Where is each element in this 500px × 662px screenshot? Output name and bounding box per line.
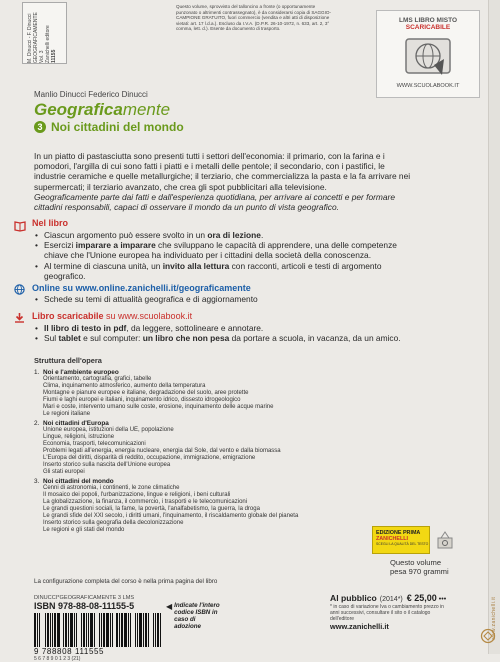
publisher-url[interactable]: www.zanichelli.it	[330, 622, 389, 631]
spine-line: GEOGRAFICAMENTE	[33, 12, 39, 63]
barcode-bar	[50, 613, 51, 647]
barcode-bar	[137, 613, 138, 647]
barcode-bar	[41, 613, 44, 647]
toc-line: Le regioni e gli stati del mondo	[43, 527, 125, 533]
tablet-globe-icon	[400, 35, 456, 81]
volume-subtitle	[34, 120, 184, 134]
toc-section	[34, 420, 434, 476]
authors: Manlio Dinucci Federico Dinucci	[34, 90, 148, 99]
spine-line: 11155	[51, 49, 57, 63]
barcode-bar	[130, 613, 131, 647]
arrow-note-text: Indicate l'intero codice ISBN in caso di adozione	[174, 602, 220, 630]
barcode-bar	[37, 613, 38, 647]
item-text: Ciascun argomento può essere svolto in un	[44, 230, 206, 240]
barcode-bar	[155, 613, 156, 647]
barcode-bar	[132, 613, 134, 647]
arrow-note	[166, 602, 220, 630]
barcode-bar	[153, 613, 154, 647]
toc-line: L'Europa del diritti, disparità di reddito, occupazione, immigrazione, emigrazione	[43, 455, 256, 461]
barcode-bar	[143, 613, 144, 647]
edizione-prima-badge	[372, 526, 430, 554]
barcode-bar	[65, 613, 67, 647]
barcode-sub: 5 6 7 8 9 0 1 2 3 (21)	[34, 656, 81, 662]
barcode-bar	[78, 613, 80, 647]
globe-icon	[14, 282, 25, 293]
toc-line: Clima, inquinamento atmosferico, aumento della temperatura	[43, 383, 206, 389]
item-bold: un libro che non pesa	[142, 333, 230, 344]
toc-line: Inserto storico sulla geografia della decolonizzazione	[43, 520, 184, 526]
item-bold: tablet	[58, 333, 81, 344]
list-item	[34, 323, 424, 333]
online-heading	[32, 283, 251, 293]
barcode-bar	[160, 613, 161, 647]
spine-line: Vol. 3	[39, 50, 45, 63]
toc-line: Problemi legati all'energia, energia nucleare, energia dal Sole, dal vento e dalla biomassa	[43, 448, 281, 454]
price-amount: € 25,00	[406, 593, 437, 603]
toc-line: Le grandi sfide del XXI secolo, i diritti umani, l'inquinamento, il riscaldamento globale del pianeta	[43, 513, 299, 519]
item-text: che sviluppano le capacità di apprendere, una delle competenze chiave che l'Unione europea ha individuato per i cittadini della società della conoscenza.	[44, 240, 397, 261]
isbn-title: DINUCCI*GEOGRAFICAMENTE 3 LMS	[34, 595, 135, 601]
toc-line: Il mosaico dei popoli, l'urbanizzazione, lingue e religioni, i beni culturali	[43, 492, 231, 498]
barcode-bar	[86, 613, 87, 647]
toc-section-number: 3.	[34, 478, 40, 485]
barcode-bar	[116, 613, 118, 647]
scaricabile-section	[14, 310, 424, 343]
barcode-bar	[74, 613, 75, 647]
barcode-bar	[99, 613, 100, 647]
barcode-bar	[88, 613, 89, 647]
online-section	[14, 282, 414, 304]
isbn-block	[34, 595, 254, 662]
barcode-bar	[145, 613, 147, 647]
barcode-bar	[76, 613, 77, 647]
struttura-heading: Struttura dell'opera	[34, 356, 102, 365]
toc-section-title	[34, 369, 434, 376]
barcode-bar	[124, 613, 127, 647]
weight-line-2: pesa 970 grammi	[390, 567, 449, 576]
config-note: La configurazione completa del corso è nella prima pagina del libro	[34, 578, 218, 585]
item-text: .	[260, 230, 264, 240]
volume-number-badge: 3	[34, 121, 46, 133]
item-text: da portare a scuola, in vacanza, da un amico.	[229, 333, 401, 344]
toc-section-number: 2.	[34, 420, 40, 427]
corner-icon	[480, 628, 496, 644]
toc-section-label: Noi cittadini d'Europa	[43, 420, 109, 427]
online-url[interactable]: su www.online.zanichelli.it/geograficamente	[60, 282, 251, 293]
barcode-bar	[83, 613, 85, 647]
barcode-bar	[110, 613, 111, 647]
toc-line: Le regioni italiane	[43, 411, 91, 417]
spine-line: Zanichelli editore	[45, 25, 51, 63]
nel-libro-section	[14, 218, 414, 281]
barcode-bar	[139, 613, 142, 647]
barcode-bar	[45, 613, 46, 647]
item-text: Esercizi	[44, 240, 76, 251]
barcode-digits: 9 788808 111555	[34, 647, 105, 656]
item-bold: ora di lezione	[207, 230, 261, 240]
item-text: Al termine di ciascuna unità, un	[44, 260, 163, 271]
scale-icon	[436, 528, 454, 550]
item-text: , da leggere, sottolineare e annotare.	[126, 323, 264, 333]
toc-list	[34, 369, 434, 534]
toc-line: Lingue, religioni, istruzione	[43, 434, 115, 440]
side-strip	[488, 0, 500, 654]
title-part-a: Geografica	[34, 100, 123, 119]
barcode-bar	[90, 613, 93, 647]
scaricabile-url[interactable]: su www.scuolabook.it	[103, 310, 193, 321]
toc-line: Cenni di astronomia, i continenti, le zone climatiche	[43, 485, 180, 491]
lms-title-1: LMS LIBRO MISTO	[398, 17, 458, 24]
lms-title-2: SCARICABILE	[405, 24, 451, 31]
barcode-bar	[103, 613, 105, 647]
toc-line: Gli stati europei	[43, 469, 85, 475]
toc-section-label: Noi e l'ambiente europeo	[43, 369, 119, 376]
list-item	[34, 261, 414, 281]
barcode-bar	[34, 613, 36, 647]
lms-url: WWW.SCUOLABOOK.IT	[396, 83, 460, 89]
scaricabile-heading	[32, 311, 192, 321]
title-part-b: mente	[122, 100, 171, 119]
barcode-bar	[47, 613, 49, 647]
book-title	[34, 100, 170, 120]
item-bold: imparare a imparare	[75, 240, 156, 251]
badge-small: SCEGLI LA QUALITÀ DEL TESTO	[376, 542, 429, 546]
isbn-number: ISBN 978-88-08-11155-5	[34, 601, 135, 611]
barcode-bar	[61, 613, 62, 647]
price	[330, 593, 446, 603]
barcode-bar	[81, 613, 82, 647]
barcode-bar	[119, 613, 120, 647]
toc-line: Orientamento, cartografia, grafici, tabelle	[43, 376, 152, 382]
barcode-bar	[101, 613, 102, 647]
weight-line-1: Questo volume	[390, 558, 442, 567]
toc-line: La globalizzazione, la finanza, il commercio, i trasporti e le telecomunicazioni	[43, 499, 248, 505]
barcode-bar	[63, 613, 64, 647]
toc-line: Montagne e pianure europee e italiane, degradazione del suolo, aree protette	[43, 390, 249, 396]
barcode-bar	[52, 613, 53, 647]
barcode-bar	[94, 613, 95, 647]
barcode-bar	[157, 613, 159, 647]
barcode-bar	[112, 613, 113, 647]
barcode-bar	[114, 613, 115, 647]
barcode	[34, 613, 162, 647]
spine-label	[22, 2, 67, 64]
price-year: (2014*)	[379, 596, 403, 603]
barcode-bar	[54, 613, 56, 647]
barcode-bar	[96, 613, 98, 647]
barcode-bar	[39, 613, 40, 647]
badge-line-1: EDIZIONE PRIMA	[376, 530, 421, 536]
toc-section-label: Noi cittadini del mondo	[43, 478, 114, 485]
toc-line: Le grandi questioni sociali, la fame, la povertà, l'analfabetismo, la guerra, la droga	[43, 506, 260, 512]
book-icon	[14, 218, 26, 228]
toc-section-title	[34, 420, 434, 427]
list-item	[34, 230, 414, 240]
struttura-section	[34, 356, 434, 536]
arrow-left-icon: ◀	[166, 602, 173, 611]
online-heading-bold: Online	[32, 282, 61, 293]
scaricabile-heading-bold: Libro scaricabile	[32, 310, 104, 321]
barcode-bar	[106, 613, 109, 647]
toc-line: Fiumi e laghi europei e italiani, inquinamento idrico, dissesto idrogeologico	[43, 397, 241, 403]
barcode-bar	[148, 613, 149, 647]
lms-box	[376, 10, 480, 98]
barcode-bar	[70, 613, 73, 647]
list-item: • Schede su temi di attualità geografica e di aggiornamento	[34, 294, 414, 304]
intro-text: In un piatto di pastasciutta sono presenti tutti i settori dell'economia: il primario, con la farina e i pomodori, l'argilla di cui sono fatti i piatti e i metalli delle pentole; il secondario, con i pastifici, le industrie ceramiche e quelle metallurgiche; il terziario, che commercializza la pasta e la fa arrivare nei supermercati; il terziario avanzato, che crea gli spot pubblicitari alla televisione.	[34, 151, 411, 192]
toc-line: Inserto storico sulla nascita dell'Unione europea	[43, 462, 171, 468]
barcode-bar	[57, 613, 60, 647]
spine-line: M. Dinucci - F. Dinucci	[27, 13, 33, 63]
barcode-bar	[68, 613, 69, 647]
barcode-bar	[150, 613, 152, 647]
toc-line: Unione europea, istituzioni della UE, popolazione	[43, 427, 174, 433]
item-text: e sul computer:	[80, 333, 143, 344]
intro-text-2: Geograficamente parte dai fatti e dall'esperienza quotidiana, per arrivare ai concetti e per formare cittadini responsabili, capaci di osservare il mondo da un punto di vista geografico.	[34, 191, 395, 213]
legal-notice: Questo volume, sprovvisto del talloncino a fronte (o opportunamente punzonato o altrimenti contrassegnato), è da considerarsi copia di SAGGIO-CAMPIONE GRATUITO, fuori commercio (vendita e altri atti di disposizione vietati: art. 17 l.d.a.). Escluso da I.V.A. (D.P.R. 26-10-1972, n. 633, art. 2, 3° comma, lett. d.). Esente da documento di trasporto.	[176, 4, 331, 32]
barcode-bar	[135, 613, 136, 647]
item-text: con racconti, articoli e testi di argomento geografico.	[44, 260, 382, 281]
weight-note	[390, 558, 449, 576]
toc-section	[34, 369, 434, 418]
toc-section-title	[34, 478, 434, 485]
badge-line-2: ZANICHELLI	[376, 536, 409, 542]
list-item	[34, 333, 424, 343]
item-text: Sul	[44, 333, 59, 344]
price-dots: •••	[438, 596, 447, 603]
side-strip-text: www.zanichelli.it	[491, 596, 497, 640]
subtitle: Noi cittadini del mondo	[51, 120, 184, 134]
price-label: Al pubblico	[330, 593, 377, 603]
download-icon	[14, 310, 25, 321]
toc-line: Mari e coste, intervento umano sulle coste, erosione, inquinamento delle acque marine	[43, 404, 274, 410]
toc-section-number: 1.	[34, 369, 40, 376]
item-bold: invito alla lettura	[162, 260, 230, 271]
intro-paragraph	[34, 151, 414, 212]
item-bold: Il libro di testo in pdf	[44, 323, 127, 333]
barcode-bar	[128, 613, 129, 647]
list-item	[34, 240, 414, 260]
price-note: * in caso di variazione Iva o cambiamento prezzo in anni successivi, consultare il sito o il catalogo dell'editore	[330, 604, 444, 622]
toc-line: Economia, trasporti, telecomunicazioni	[43, 441, 146, 447]
barcode-bar	[121, 613, 123, 647]
nel-libro-heading: Nel libro	[32, 218, 69, 228]
